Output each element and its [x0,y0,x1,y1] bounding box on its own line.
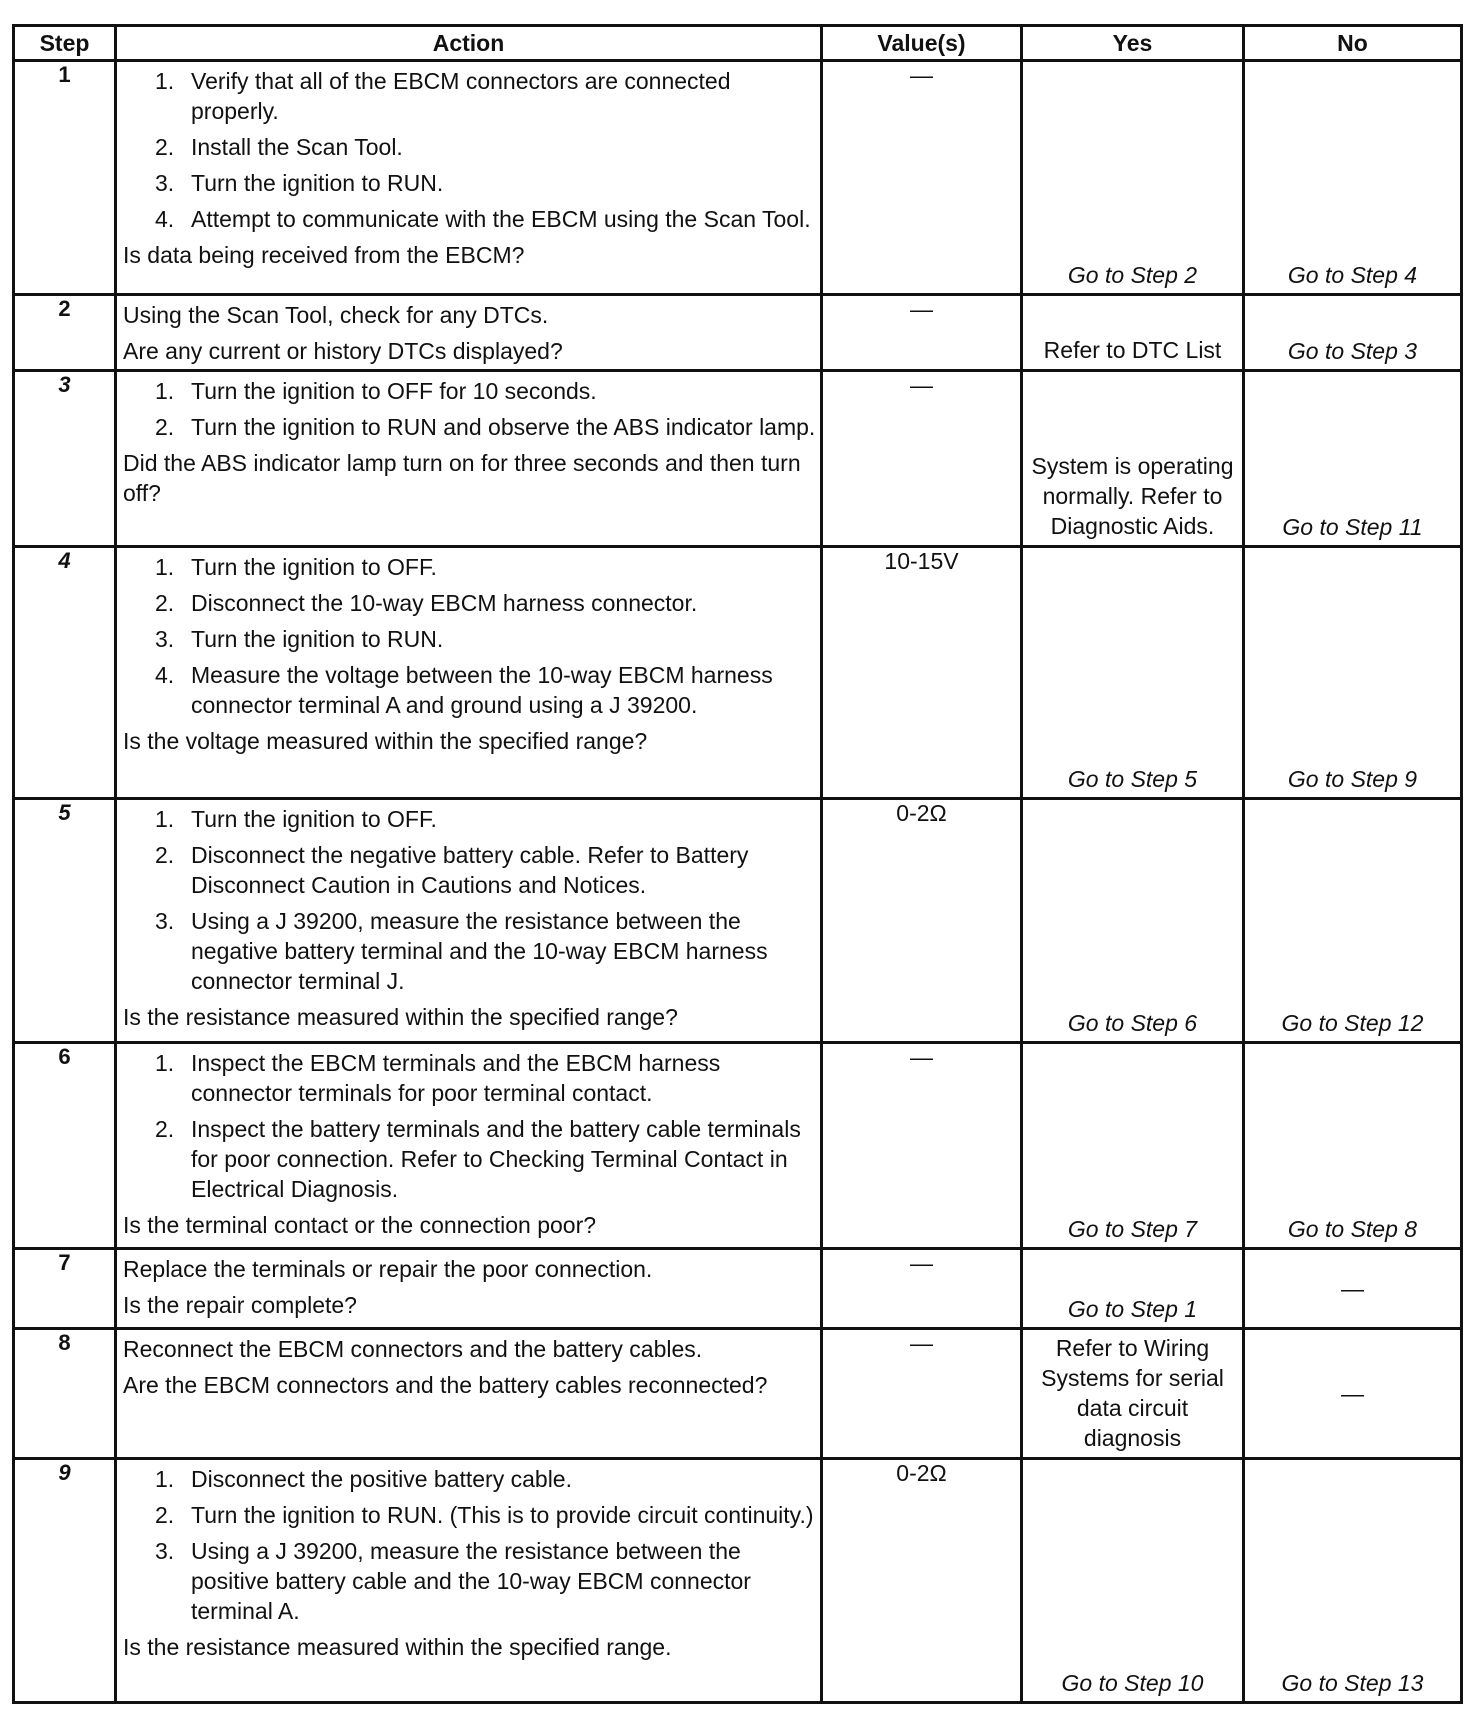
no-goto: Go to Step 3 [1287,338,1418,364]
value-cell: 10-15V [822,547,1022,799]
header-row [14,26,1462,61]
value-cell: — [822,295,1022,371]
action-step: Turn the ignition to RUN. (This is to provide circuit continuity.) [191,1502,814,1528]
step-number: 5 [14,799,116,1043]
action-step: Install the Scan Tool. [191,134,403,160]
action-question: Is the resistance measured within the specified range. [123,1634,672,1660]
action-intro: Replace the terminals or repair the poor connection. [123,1256,653,1282]
action-step: Using a J 39200, measure the resistance between the positive battery cable and the 10-way EBCM connector terminal A. [191,1538,751,1624]
action-step: Inspect the battery terminals and the battery cable terminals for poor connection. Refer to Checking Terminal Contact in Electrical Diagnosis. [191,1116,801,1202]
yes-goto: Go to Step 2 [1067,262,1198,288]
no-goto: Go to Step 4 [1287,262,1418,288]
yes-action: Refer to DTC List [1043,337,1222,363]
no-goto: Go to Step 11 [1282,514,1423,540]
action-cell [116,799,822,1043]
value-cell: 0-2Ω [822,799,1022,1043]
action-question: Is the resistance measured within the specified range? [123,1004,678,1030]
step-number: 7 [14,1249,116,1329]
action-cell [116,61,822,295]
action-step: Attempt to communicate with the EBCM using the Scan Tool. [191,206,811,232]
no-goto: Go to Step 13 [1281,1670,1424,1696]
yes-cell [1022,1459,1244,1703]
yes-goto: Go to Step 6 [1067,1010,1198,1036]
action-cell [116,295,822,371]
diagnostic-table [12,24,1463,1704]
no-dash: — [1341,1275,1364,1301]
action-step: Disconnect the 10-way EBCM harness connector. [191,590,698,616]
action-step: Turn the ignition to OFF for 10 seconds. [191,378,597,404]
yes-cell [1022,371,1244,547]
action-step: Verify that all of the EBCM connectors are connected properly. [191,68,731,124]
no-cell [1244,547,1462,799]
step-number: 1 [14,61,116,295]
header-step: Step [14,26,116,61]
step-number: 9 [14,1459,116,1703]
no-cell [1244,371,1462,547]
table-row [14,295,1462,371]
step-number: 3 [14,371,116,547]
action-cell [116,547,822,799]
action-step: Turn the ignition to OFF. [191,554,437,580]
step-number: 4 [14,547,116,799]
action-intro: Reconnect the EBCM connectors and the battery cables. [123,1336,703,1362]
table-row [14,371,1462,547]
action-question: Are any current or history DTCs displayed? [123,338,563,364]
yes-goto: Go to Step 10 [1061,1670,1204,1696]
value-cell: — [822,1329,1022,1459]
table-row [14,799,1462,1043]
action-intro: Using the Scan Tool, check for any DTCs. [123,302,549,328]
yes-cell [1022,61,1244,295]
table-row [14,1249,1462,1329]
value-cell: — [822,1043,1022,1249]
yes-goto: Go to Step 7 [1067,1216,1198,1242]
table-row [14,1043,1462,1249]
action-step: Disconnect the positive battery cable. [191,1466,572,1492]
step-number: 8 [14,1329,116,1459]
yes-cell [1022,547,1244,799]
value-cell: — [822,371,1022,547]
value-cell: — [822,61,1022,295]
no-dash: — [1341,1380,1364,1406]
no-cell [1244,1043,1462,1249]
no-cell [1244,1249,1462,1329]
yes-action: Refer to Wiring Systems for serial data circuit diagnosis [1041,1335,1224,1451]
action-question: Is the terminal contact or the connection poor? [123,1212,597,1238]
no-cell [1244,295,1462,371]
no-cell [1244,1459,1462,1703]
no-cell [1244,799,1462,1043]
yes-goto: Go to Step 5 [1067,766,1198,792]
action-step: Turn the ignition to RUN and observe the ABS indicator lamp. [191,414,816,440]
action-cell [116,1459,822,1703]
action-question: Is the repair complete? [123,1292,357,1318]
no-goto: Go to Step 9 [1287,766,1418,792]
value-cell: 0-2Ω [822,1459,1022,1703]
action-step: Turn the ignition to RUN. [191,626,444,652]
no-cell [1244,1329,1462,1459]
yes-cell [1022,1329,1244,1459]
yes-cell [1022,1249,1244,1329]
action-cell [116,1043,822,1249]
table-row [14,547,1462,799]
action-step: Inspect the EBCM terminals and the EBCM harness connector terminals for poor terminal contact. [191,1050,721,1106]
action-cell [116,1249,822,1329]
step-number: 6 [14,1043,116,1249]
no-cell [1244,61,1462,295]
table-row [14,61,1462,295]
action-step: Measure the voltage between the 10-way EBCM harness connector terminal A and ground using a J 39200. [191,662,773,718]
action-question: Is data being received from the EBCM? [123,242,525,268]
action-cell [116,1329,822,1459]
action-step: Using a J 39200, measure the resistance between the negative battery terminal and the 10-way EBCM harness connector terminal J. [191,908,768,994]
table-row [14,1329,1462,1459]
action-step: Turn the ignition to RUN. [191,170,444,196]
header-yes: Yes [1022,26,1244,61]
yes-goto: Go to Step 1 [1067,1296,1198,1322]
action-step: Turn the ignition to OFF. [191,806,437,832]
yes-cell [1022,1043,1244,1249]
action-step: Disconnect the negative battery cable. Refer to Battery Disconnect Caution in Cautions and Notices. [191,842,749,898]
header-no: No [1244,26,1462,61]
step-number: 2 [14,295,116,371]
yes-action: System is operating normally. Refer to Diagnostic Aids. [1031,453,1234,539]
action-question: Did the ABS indicator lamp turn on for three seconds and then turn off? [123,450,801,506]
no-goto: Go to Step 8 [1287,1216,1418,1242]
header-value: Value(s) [822,26,1022,61]
yes-cell [1022,295,1244,371]
table-row [14,1459,1462,1703]
action-question: Is the voltage measured within the specified range? [123,728,648,754]
action-cell [116,371,822,547]
header-action: Action [116,26,822,61]
value-cell: — [822,1249,1022,1329]
yes-cell [1022,799,1244,1043]
no-goto: Go to Step 12 [1281,1010,1424,1036]
action-question: Are the EBCM connectors and the battery cables reconnected? [123,1372,768,1398]
